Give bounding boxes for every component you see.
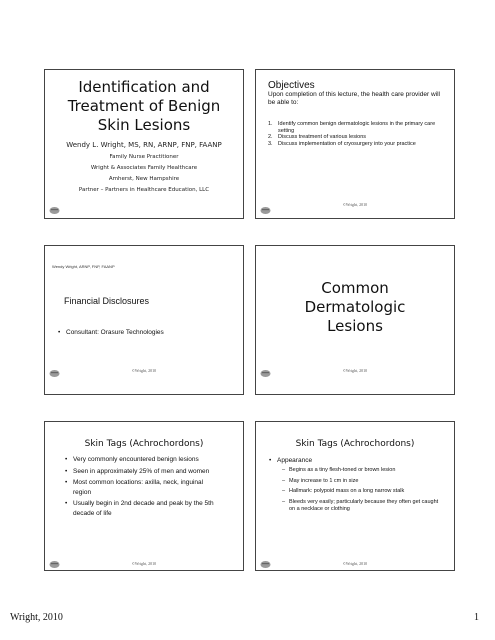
slide-title-heading: Identification and Treatment of Benign Skin Lesions bbox=[67, 78, 221, 134]
logo-icon bbox=[49, 560, 60, 569]
slide-skin-tags-2 bbox=[255, 421, 455, 571]
appearance-detail: – Bleeds very easily; particularly because they often get caught on a necklace or clothing bbox=[282, 499, 440, 513]
objective-num: 1. bbox=[268, 121, 273, 127]
author-name: Wendy L. Wright, MS, RN, ARNP, FNP, FAANP bbox=[66, 141, 222, 149]
copyright: ©Wright, 2010 bbox=[131, 561, 157, 566]
common-lesions-title: Common Dermatologic Lesions bbox=[304, 279, 406, 335]
appearance-item: • Appearance bbox=[269, 457, 446, 464]
slide-header: Wendy Wright, ARNP, FNP, FAANP bbox=[52, 264, 115, 269]
skin-tags-title: Skin Tags (Achrochordons) bbox=[84, 439, 204, 449]
objectives-intro: Upon completion of this lecture, the health care provider will be able to: bbox=[268, 91, 440, 106]
objective-num: 2. bbox=[268, 134, 273, 140]
logo-icon bbox=[260, 369, 271, 378]
slide-title bbox=[44, 69, 244, 219]
disclosures-title: Financial Disclosures bbox=[64, 296, 150, 306]
appearance-list bbox=[269, 457, 446, 464]
slide-skin-tags-1 bbox=[44, 421, 244, 571]
logo-icon bbox=[260, 560, 271, 569]
objective-text: Discuss implementation of cryosurgery into your practice bbox=[278, 140, 416, 147]
skin-tags-item: • Seen in approximately 25% of men and women bbox=[65, 467, 221, 477]
objectives-title: Objectives bbox=[268, 80, 315, 91]
objective-item bbox=[268, 141, 446, 148]
appearance-detail: – May increase to 1 cm in size bbox=[282, 478, 440, 485]
objective-text: Identify common benign dermatologic lesions in the primary care setting bbox=[278, 121, 436, 134]
appearance-detail: – Begins as a tiny flesh-toned or brown lesion bbox=[282, 467, 440, 474]
author-line-2: Wright & Associates Family Healthcare bbox=[90, 165, 198, 171]
skin-tags-item: • Most common locations: axilla, neck, inguinal region bbox=[65, 478, 221, 497]
slide-common-lesions bbox=[255, 245, 455, 395]
objective-text: Discuss treatment of various lesions bbox=[278, 134, 367, 140]
skin-tags-title: Skin Tags (Achrochordons) bbox=[295, 439, 415, 449]
skin-tags-item: • Usually begin in 2nd decade and peak by the 5th decade of life bbox=[65, 499, 221, 518]
objective-num: 3. bbox=[268, 140, 273, 147]
logo-icon bbox=[260, 206, 271, 215]
skin-tags-list bbox=[65, 455, 221, 518]
objective-item bbox=[268, 121, 446, 134]
copyright: ©Wright, 2010 bbox=[342, 561, 368, 566]
disclosure-item: • Consultant: Orasure Technologies bbox=[58, 329, 237, 336]
footer-left: Wright, 2010 bbox=[10, 612, 63, 623]
page-number: 1 bbox=[474, 612, 479, 623]
slide-objectives bbox=[255, 69, 455, 219]
objectives-list bbox=[268, 121, 446, 147]
skin-tags-item: • Very commonly encountered benign lesions bbox=[65, 455, 221, 465]
author-line-3: Amherst, New Hampshire bbox=[108, 176, 180, 182]
copyright: ©Wright, 2010 bbox=[342, 202, 368, 207]
author-line-4: Partner – Partners in Healthcare Education, LLC bbox=[78, 187, 210, 193]
disclosures-list bbox=[58, 329, 237, 336]
appearance-detail: – Hallmark: polypoid mass on a long narrow stalk bbox=[282, 488, 440, 495]
logo-icon bbox=[49, 369, 60, 378]
author-line-1: Family Nurse Practitioner bbox=[109, 154, 179, 160]
slide-disclosures bbox=[44, 245, 244, 395]
copyright: ©Wright, 2010 bbox=[342, 368, 368, 373]
copyright: ©Wright, 2010 bbox=[131, 368, 157, 373]
appearance-details bbox=[282, 467, 440, 513]
logo-icon bbox=[49, 206, 60, 215]
